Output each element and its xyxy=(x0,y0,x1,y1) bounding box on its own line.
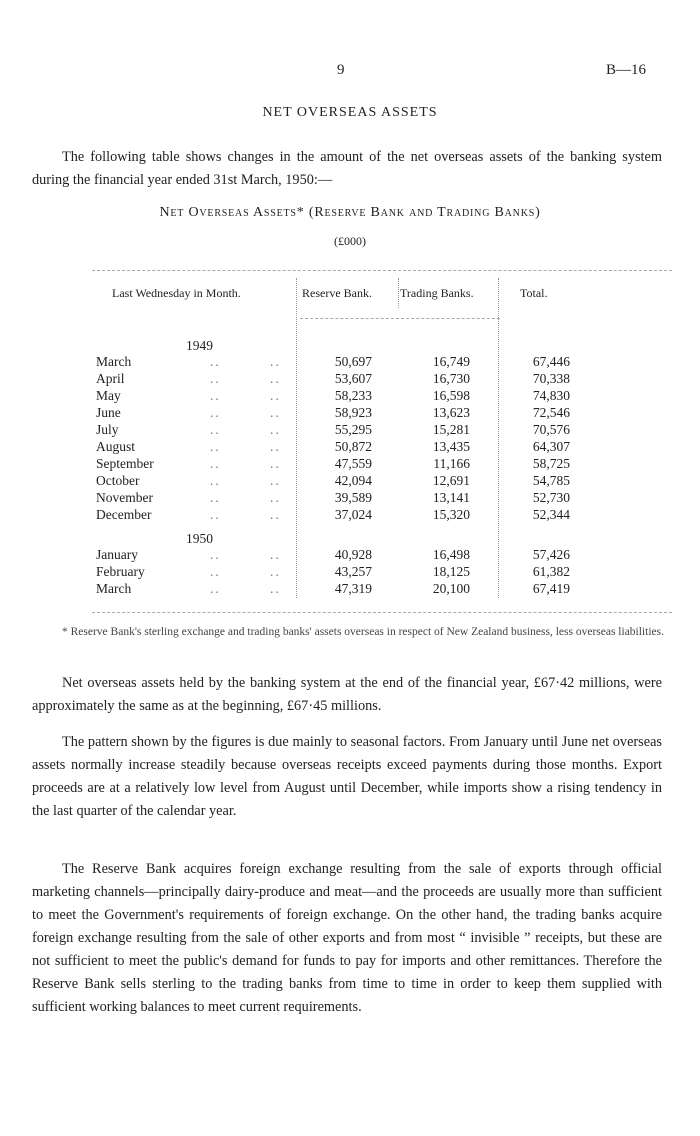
reserve-bank-cell: 39,589 xyxy=(334,490,372,505)
table-row xyxy=(0,507,700,522)
table-caption: Net Overseas Assets* (Reserve Bank and Trading Banks) xyxy=(159,205,541,220)
leader-dots: .. xyxy=(270,547,281,562)
leader-dots: .. xyxy=(270,371,281,386)
reserve-bank-cell: 50,872 xyxy=(334,439,372,454)
reserve-bank-cell: 58,923 xyxy=(334,405,372,420)
total-cell: 58,725 xyxy=(532,456,570,471)
leader-dots: .. xyxy=(270,456,281,471)
document-reference: B—16 xyxy=(606,62,647,78)
month-cell: August xyxy=(96,439,136,454)
leader-dots: .. xyxy=(270,564,281,579)
month-cell: October xyxy=(96,473,140,488)
column-divider xyxy=(398,278,399,308)
leader-dots: .. xyxy=(210,456,221,471)
trading-banks-cell: 16,730 xyxy=(432,371,470,386)
month-cell: July xyxy=(96,422,119,437)
reserve-bank-cell: 58,233 xyxy=(334,388,372,403)
leader-dots: .. xyxy=(270,422,281,437)
trading-banks-cell: 15,281 xyxy=(432,422,470,437)
leader-dots: .. xyxy=(210,405,221,420)
column-header-trading: Trading Banks. xyxy=(400,286,474,300)
leader-dots: .. xyxy=(210,581,221,596)
table-row xyxy=(0,456,700,471)
total-cell: 74,830 xyxy=(532,388,570,403)
leader-dots: .. xyxy=(210,354,221,369)
reserve-bank-cell: 37,024 xyxy=(334,507,372,522)
leader-dots: .. xyxy=(210,422,221,437)
leader-dots: .. xyxy=(210,490,221,505)
total-cell: 57,426 xyxy=(532,547,570,562)
table-unit: (£000) xyxy=(334,234,366,248)
table-row xyxy=(0,564,700,579)
table-row xyxy=(0,581,700,596)
intro-paragraph: The following table shows changes in the amount of the net overseas assets of the banking system during the financial year ended 31st March, 1950:— xyxy=(32,149,662,188)
total-cell: 67,419 xyxy=(532,581,570,596)
trading-banks-cell: 20,100 xyxy=(432,581,470,596)
leader-dots: .. xyxy=(210,439,221,454)
table-row xyxy=(0,371,700,386)
body-paragraph: The pattern shown by the figures is due mainly to seasonal factors. From January until June net overseas assets normally increase steadily because overseas receipts exceed payments during those months. Export proceeds are at a relatively low level from August until December, while imports show a rising tendency in the last quarter of the calendar year. xyxy=(32,734,662,819)
total-cell: 52,344 xyxy=(532,507,570,522)
month-cell: February xyxy=(96,564,145,579)
trading-banks-cell: 16,498 xyxy=(432,547,470,562)
leader-dots: .. xyxy=(270,473,281,488)
total-cell: 54,785 xyxy=(532,473,570,488)
body-paragraph: Net overseas assets held by the banking system at the end of the financial year, £67·42 millions, were approximately the same as at the beginning, £67·45 millions. xyxy=(32,675,662,714)
section-title: NET OVERSEAS ASSETS xyxy=(262,105,438,120)
leader-dots: .. xyxy=(210,547,221,562)
leader-dots: .. xyxy=(270,354,281,369)
table-row xyxy=(0,405,700,420)
month-cell: January xyxy=(96,547,138,562)
column-header-month: Last Wednesday in Month. xyxy=(112,286,241,300)
year-label: 1950 xyxy=(186,531,213,546)
total-cell: 52,730 xyxy=(532,490,570,505)
trading-banks-cell: 15,320 xyxy=(432,507,470,522)
month-cell: December xyxy=(96,507,152,522)
trading-banks-cell: 13,623 xyxy=(432,405,470,420)
reserve-bank-cell: 40,928 xyxy=(334,547,372,562)
column-header-total: Total. xyxy=(520,286,548,300)
leader-dots: .. xyxy=(270,507,281,522)
table-bottom-rule xyxy=(92,612,672,613)
trading-banks-cell: 16,598 xyxy=(432,388,470,403)
month-cell: June xyxy=(96,405,121,420)
total-cell: 64,307 xyxy=(532,439,570,454)
month-cell: September xyxy=(96,456,154,471)
total-cell: 70,576 xyxy=(532,422,570,437)
leader-dots: .. xyxy=(270,405,281,420)
table-row xyxy=(0,547,700,562)
trading-banks-cell: 13,435 xyxy=(432,439,470,454)
total-cell: 67,446 xyxy=(532,354,570,369)
trading-banks-cell: 18,125 xyxy=(432,564,470,579)
leader-dots: .. xyxy=(210,371,221,386)
body-paragraph: The Reserve Bank acquires foreign exchange resulting from the sale of exports through official marketing channels—principally dairy-produce and meat—and the proceeds are usually more than sufficient to meet the Government's requirements of foreign exchange. On the other hand, the trading banks acquire foreign exchange resulting from the sale of other exports and from most “ invisible ” receipts, but these are not sufficient to meet the public's demand for funds to pay for imports and other remittances. Therefore the Reserve Bank sells sterling to the trading banks from time to time in order to keep them supplied with sufficient working balances to meet current requirements. xyxy=(32,861,662,1015)
month-cell: March xyxy=(96,581,132,596)
leader-dots: .. xyxy=(270,388,281,403)
column-header-reserve: Reserve Bank. xyxy=(302,286,372,300)
leader-dots: .. xyxy=(210,507,221,522)
leader-dots: .. xyxy=(270,439,281,454)
trading-banks-cell: 16,749 xyxy=(432,354,470,369)
reserve-bank-cell: 42,094 xyxy=(334,473,372,488)
reserve-bank-cell: 55,295 xyxy=(334,422,372,437)
table-row xyxy=(0,473,700,488)
reserve-bank-cell: 53,607 xyxy=(334,371,372,386)
table-row xyxy=(0,388,700,403)
leader-dots: .. xyxy=(210,473,221,488)
trading-banks-cell: 13,141 xyxy=(432,490,470,505)
reserve-bank-cell: 47,319 xyxy=(334,581,372,596)
month-cell: April xyxy=(96,371,125,386)
month-cell: May xyxy=(96,388,121,403)
year-label: 1949 xyxy=(186,338,213,353)
reserve-bank-cell: 43,257 xyxy=(334,564,372,579)
trading-banks-cell: 12,691 xyxy=(432,473,470,488)
reserve-bank-cell: 47,559 xyxy=(334,456,372,471)
month-cell: November xyxy=(96,490,153,505)
table-row xyxy=(0,490,700,505)
table-row xyxy=(0,354,700,369)
table-row xyxy=(0,422,700,437)
month-cell: March xyxy=(96,354,132,369)
trading-banks-cell: 11,166 xyxy=(433,456,470,471)
table-top-rule xyxy=(92,270,672,271)
reserve-bank-cell: 50,697 xyxy=(334,354,372,369)
table-row xyxy=(0,439,700,454)
page-number: 9 xyxy=(337,62,345,78)
total-cell: 72,546 xyxy=(532,405,570,420)
total-cell: 70,338 xyxy=(532,371,570,386)
total-cell: 61,382 xyxy=(532,564,570,579)
header-rule xyxy=(300,318,500,319)
leader-dots: .. xyxy=(210,388,221,403)
leader-dots: .. xyxy=(210,564,221,579)
leader-dots: .. xyxy=(270,490,281,505)
table-footnote: * Reserve Bank's sterling exchange and trading banks' assets overseas in respect of New Zealand business, less overseas liabilities. xyxy=(62,626,664,638)
leader-dots: .. xyxy=(270,581,281,596)
